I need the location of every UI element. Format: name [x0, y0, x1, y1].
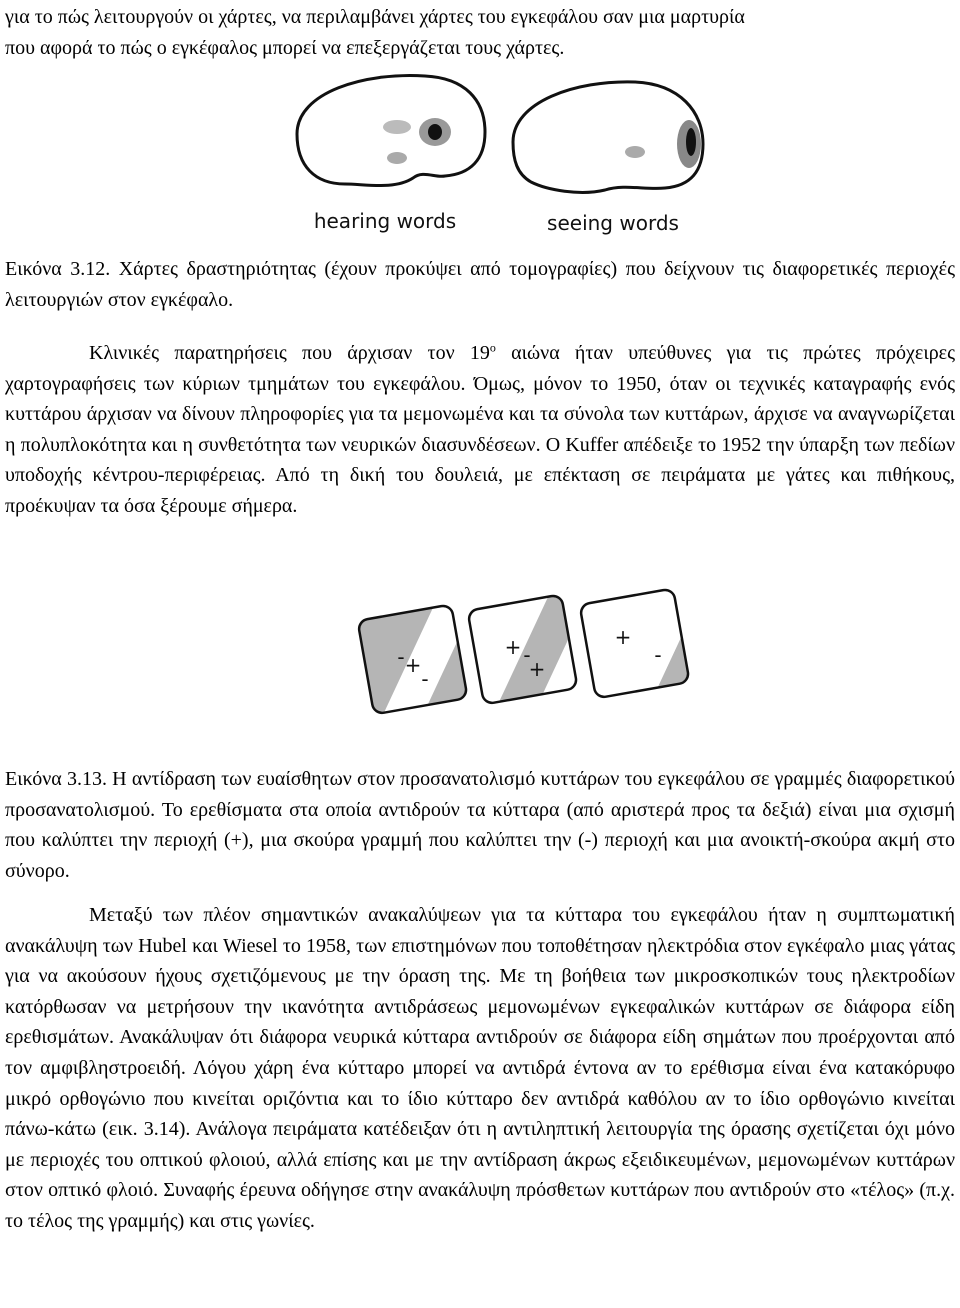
intro-line-2: που αφορά το πώς ο εγκέφαλος μπορεί να επεξεργάζεται τους χάρτες. — [5, 36, 565, 59]
intro-line-1: για το πώς λειτουργούν οι χάρτες, να περιλαμβάνει χάρτες του εγκεφάλου σαν μια μαρτυρία — [5, 6, 745, 28]
paragraph-clinical-observations — [5, 338, 955, 522]
receptive-fields-figure — [355, 582, 695, 732]
svg-text:+: + — [528, 657, 546, 681]
receptive-field-dark-bar — [465, 582, 595, 732]
svg-text:+: + — [504, 635, 522, 659]
figure-3-12-caption — [5, 254, 955, 315]
svg-text:+: + — [614, 625, 632, 649]
para3-text: Μεταξύ των πλέον σημαντικών ανακαλύψεων για τα κύτταρα του εγκεφάλου ήταν η συμπτωματική ανακάλυψη των Hubel και Wiesel το 1958, των επιστημόνων που τοποθέτησαν ηλεκτρόδια στον εγκέφαλο μιας γάτας για να ακούσουν ήχους σχετιζόμενους με την όραση της. Με τη βοήθεια των μικροσκοπικών τους ηλεκτροδίων κατόρθωσαν να μετρήσουν την ικανότητα αντιδράσεως μεμονωμένων εγκεφαλικών κυττάρων σε διάφορα είδη ερεθισμάτων. Ανακάλυψαν ότι διάφορα νευρικά κύτταρα αντιδρούν σε διάφορα είδη σημάτων που προέρχονται από τον αμφιβληστροειδή. Λόγου χάρη ένα κύτταρο μπορεί να αντιδρά έντονα αν το ερέθισμα είναι ένα κατακόρυφο μικρό ορθογώνιο που κινείται οριζόντια και το ίδιο κύτταρο δεν αντιδρά καθόλου αν το ίδιο ορθογώνιο κινείται πάνω-κάτω (εικ. 3.14). Ανάλογα πειράματα κατέδειξαν ότι η αντιληπτική λειτουργία της όρασης σχετίζεται όχι μόνο με περιοχές του οπτικού φλοιού, αλλά επίσης και με την αντίδραση άκρως εξειδικευμένων, μεμονωμένων κυττάρων στον οπτικό φλοιό. Συναφής έρευνα οδήγησε στην ανακάλυψη πρόσθετων κυττάρων που αντιδρούν στο «τέλος» (π.χ. το τέλος της γραμμής) και στις γωνίες. — [5, 904, 955, 1232]
receptive-field-edge — [575, 582, 695, 732]
intro-paragraph — [5, 2, 955, 63]
figure-3-13-caption — [5, 764, 955, 886]
svg-text:-: - — [421, 667, 429, 691]
brain-left-image — [297, 75, 485, 185]
label-hearing-words: hearing words — [313, 209, 457, 233]
para2-text-b: αιώνα ήταν υπεύθυνες για τις πρώτες πρόχειρες χαρτογραφήσεις των κύριων τμημάτων του εγκεφάλου. Όμως, μόνον το 1950, όταν οι τεχνικές καταγραφής ενός κυττάρου άρχισαν να δίνουν πληροφορίες για τα μεμονωμένα και τα σύνολα των κυττάρων, άρχισε να αναγνωρίζεται η πολυπλοκότητα και η συνθετότητα των νευρικών διασυνδέσεων. Ο Kuffer απέδειξε το 1952 την ύπαρξη των πεδίων υποδοχής κέντρου-περιφέρειας. Από τη δική του δουλειά, με επέκταση σε πειράματα με γάτες και πιθήκους, προέκυψαν τα όσα ξέρουμε σήμερα. — [5, 342, 955, 517]
receptive-field-slit — [355, 582, 485, 732]
caption-3-13-text: Εικόνα 3.13. Η αντίδραση των ευαίσθητων στον προσανατολισμό κυττάρων του εγκεφάλου σε γραμμές διαφορετικού προσανατολισμού. Το ερεθίσματα στα οποία αντιδρούν τα κύτταρα (από αριστερά προς τα δεξιά) είναι μια σχισμή που καλύπτει την περιοχή (+), μια σκούρα γραμμή που καλύπτει την (-) περιοχή και μια ανοικτή-σκούρα ακμή στο σύνορο. — [5, 768, 955, 882]
svg-text:-: - — [523, 643, 531, 667]
para2-text-a: Κλινικές παρατηρήσεις που άρχισαν τον 19 — [89, 342, 490, 364]
para2-superscript: ο — [489, 340, 496, 355]
svg-text:-: - — [654, 643, 662, 667]
label-seeing-words: seeing words — [547, 211, 679, 235]
brain-activity-figure — [285, 72, 705, 242]
caption-3-12-text: Εικόνα 3.12. Χάρτες δραστηριότητας (έχουν προκύψει από τομογραφίες) που δείχνουν τις διαφορετικές περιοχές λειτουργιών στον εγκέφαλο. — [5, 258, 955, 311]
brain-right-image — [513, 82, 703, 193]
paragraph-hubel-wiesel — [5, 900, 955, 1237]
svg-text:-: - — [397, 645, 405, 669]
svg-text:+: + — [404, 653, 422, 677]
